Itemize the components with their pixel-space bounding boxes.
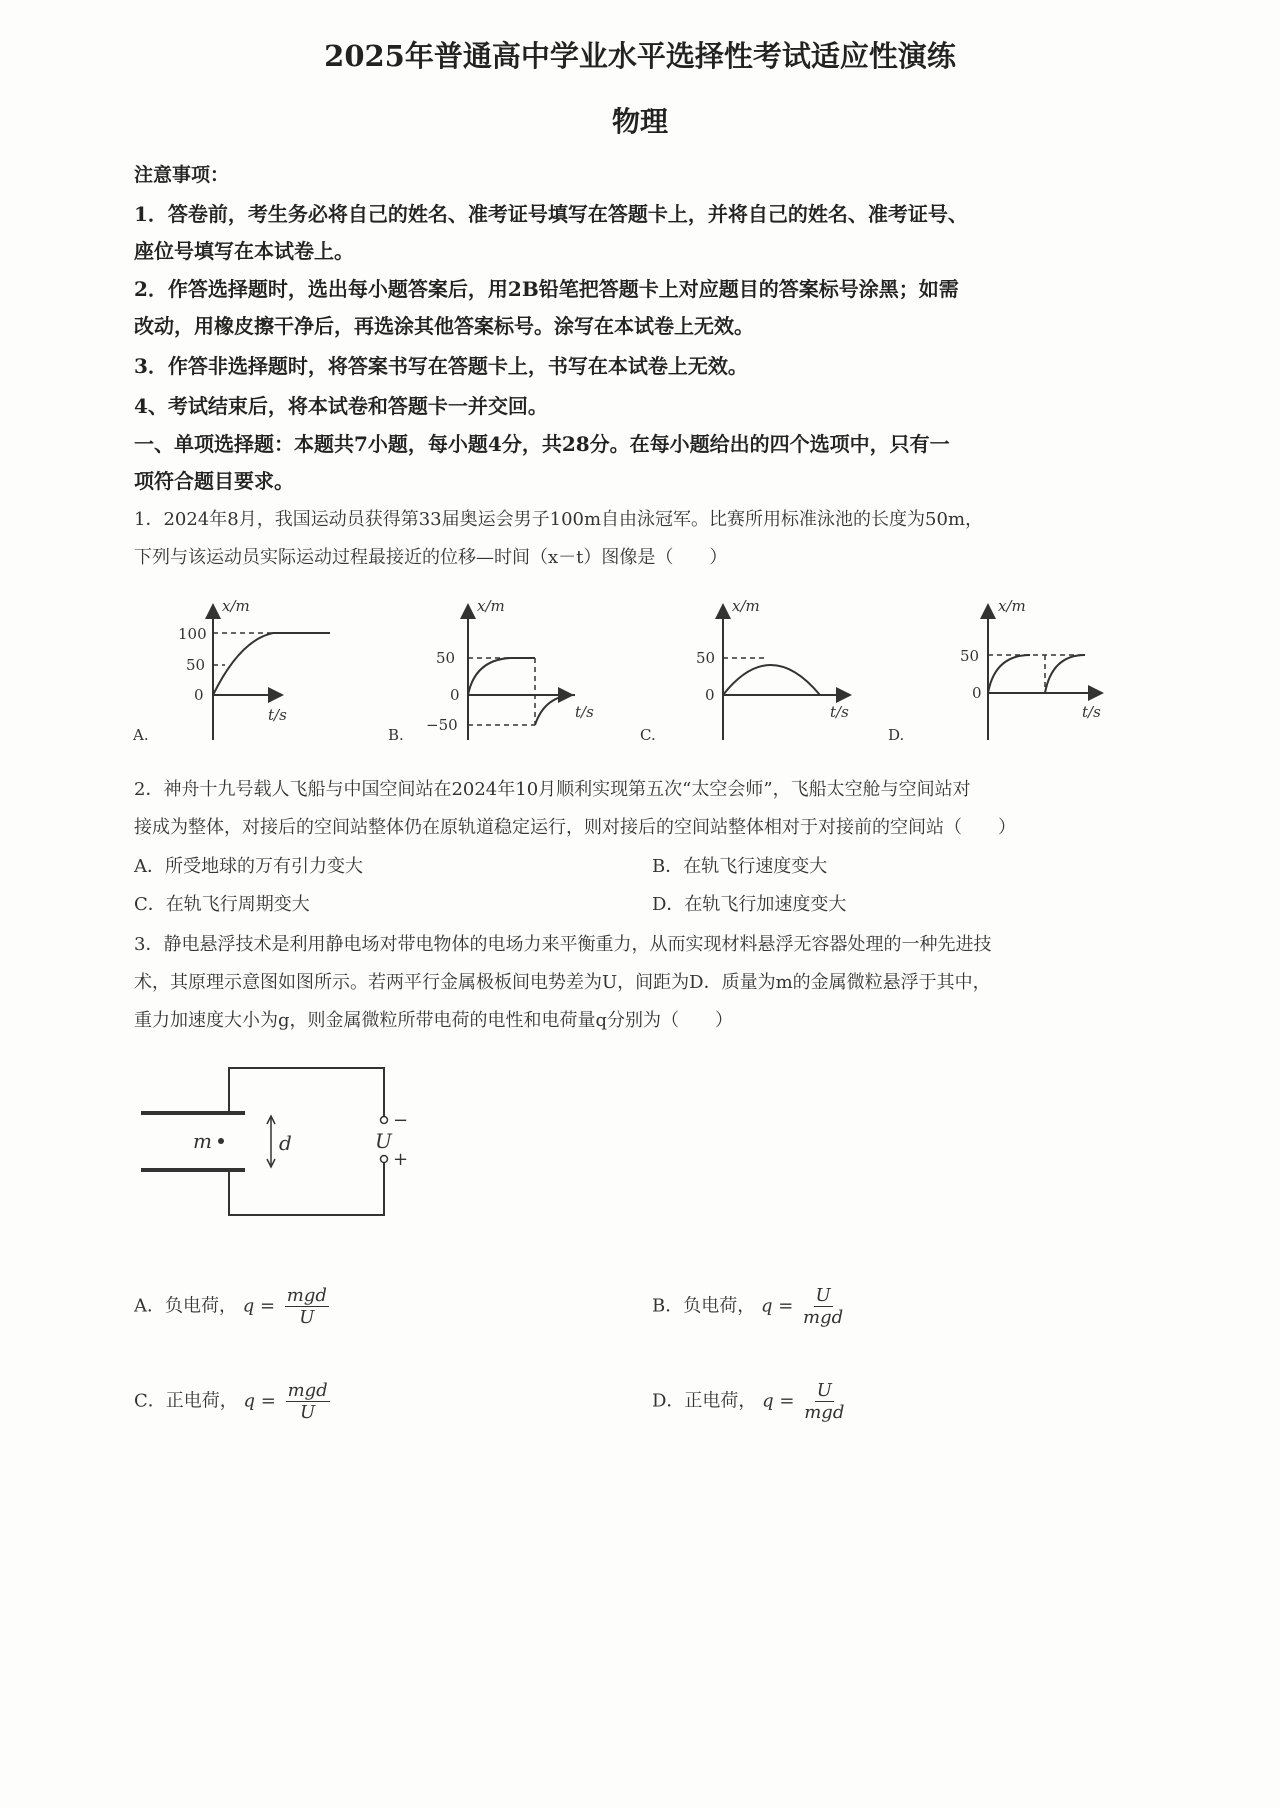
tick-label: 0 — [450, 686, 460, 704]
q2-text: 接成为整体，对接后的空间站整体仍在原轨道稳定运行，则对接后的空间站整体相对于对接前的空间站（ ） — [134, 817, 1016, 838]
section-heading: 一、单项选择题：本题共7小题，每小题4分，共28分。在每小题给出的四个选项中，只有一 — [134, 432, 950, 456]
tick-label: 0 — [705, 686, 715, 704]
q1-text: 1．2024年8月，我国运动员获得第33届奥运会男子100m自由泳冠军。比赛所用标准泳池的长度为50m， — [134, 509, 984, 530]
note-line: 4、考试结束后，将本试卷和答题卡一并交回。 — [134, 394, 548, 418]
mass-label: m — [193, 1129, 212, 1153]
numerator: U — [815, 1285, 831, 1306]
option-label: A. — [133, 726, 149, 744]
option-label: D. — [888, 726, 905, 744]
tick-label: 0 — [194, 686, 204, 704]
option-label: B. — [388, 726, 404, 744]
tick-label: 50 — [696, 649, 716, 667]
section-heading: 项符合题目要求。 — [134, 469, 294, 493]
formula-lhs: q = — [760, 1295, 794, 1317]
note-line: 3．作答非选择题时，将答案书写在答题卡上，书写在本试卷上无效。 — [134, 354, 748, 378]
numerator: U — [816, 1380, 832, 1401]
tick-label: 50 — [960, 647, 980, 665]
formula-lhs: q = — [243, 1390, 276, 1412]
option-label: C. — [640, 726, 656, 744]
q2-text: 2．神舟十九号载人飞船与中国空间站在2024年10月顺利实现第五次“太空会师”，飞船太空舱与空间站对 — [134, 779, 971, 800]
option-text: D．正电荷， — [652, 1390, 757, 1412]
note-line: 2．作答选择题时，选出每小题答案后，用2B铅笔把答题卡上对应题目的答案标号涂黑；如需 — [134, 277, 959, 301]
denominator: mgd — [803, 1307, 844, 1328]
y-axis-label: x/m — [222, 597, 250, 615]
q2-option-d: D．在轨飞行加速度变大 — [652, 894, 847, 915]
notes-heading: 注意事项： — [134, 164, 230, 186]
exam-title: 2025年普通高中学业水平选择性考试适应性演练 — [324, 39, 956, 73]
q3-option-a — [134, 1285, 329, 1328]
q3-text: 重力加速度大小为g，则金属微粒所带电荷的电性和电荷量q分别为（ ） — [134, 1010, 734, 1031]
tick-label: 0 — [972, 684, 982, 702]
fraction — [803, 1285, 843, 1328]
q2-option-b: B．在轨飞行速度变大 — [652, 856, 828, 877]
formula-lhs: q = — [242, 1295, 276, 1317]
q3-text: 3．静电悬浮技术是利用静电场对带电物体的电场力来平衡重力，从而实现材料悬浮无容器处理的一种先进技 — [134, 934, 992, 955]
formula-lhs: q = — [762, 1390, 795, 1412]
numerator: mgd — [287, 1380, 328, 1401]
q2-option-a: A．所受地球的万有引力变大 — [134, 856, 363, 877]
q1-graphs — [130, 595, 1130, 755]
option-text: C．正电荷， — [134, 1390, 238, 1412]
note-line: 1．答卷前，考生务必将自己的姓名、准考证号填写在答题卡上，并将自己的姓名、准考证号、 — [134, 202, 968, 226]
x-axis-label: t/s — [575, 703, 594, 721]
graph-b — [468, 607, 575, 740]
plus-terminal-label: + — [393, 1149, 409, 1170]
y-axis-label: x/m — [477, 597, 505, 615]
gap-label: d — [279, 1131, 292, 1155]
x-axis-label: t/s — [268, 706, 287, 724]
tick-label: 50 — [436, 649, 456, 667]
y-axis-label: x/m — [732, 597, 760, 615]
option-text: B．负电荷， — [652, 1295, 756, 1317]
q3-option-c — [134, 1380, 330, 1423]
option-text: A．负电荷， — [134, 1295, 237, 1317]
denominator: mgd — [804, 1402, 845, 1423]
q3-circuit-diagram — [125, 1040, 525, 1270]
tick-label: −50 — [426, 716, 458, 734]
fraction — [804, 1380, 844, 1423]
note-line: 改动，用橡皮擦干净后，再选涂其他答案标号。涂写在本试卷上无效。 — [134, 314, 754, 338]
tick-label: 100 — [178, 625, 207, 643]
numerator: mgd — [286, 1285, 327, 1306]
minus-terminal-label: − — [393, 1110, 409, 1131]
fraction — [286, 1380, 330, 1423]
q3-option-d — [652, 1380, 844, 1423]
y-axis-label: x/m — [998, 597, 1026, 615]
q2-option-c: C．在轨飞行周期变大 — [134, 894, 310, 915]
q3-text: 术，其原理示意图如图所示。若两平行金属极板间电势差为U，间距为D．质量为m的金属微粒悬浮于其中， — [134, 972, 991, 993]
fraction — [285, 1285, 329, 1328]
subject-title: 物理 — [611, 105, 668, 138]
x-axis-label: t/s — [830, 703, 849, 721]
q1-text: 下列与该运动员实际运动过程最接近的位移—时间（x－t）图像是（ ） — [134, 547, 728, 568]
denominator: U — [300, 1402, 316, 1423]
tick-label: 50 — [186, 656, 206, 674]
x-axis-label: t/s — [1082, 703, 1101, 721]
q3-option-b — [652, 1285, 843, 1328]
note-line: 座位号填写在本试卷上。 — [134, 239, 354, 263]
voltage-label: U — [375, 1129, 392, 1153]
denominator: U — [299, 1307, 315, 1328]
